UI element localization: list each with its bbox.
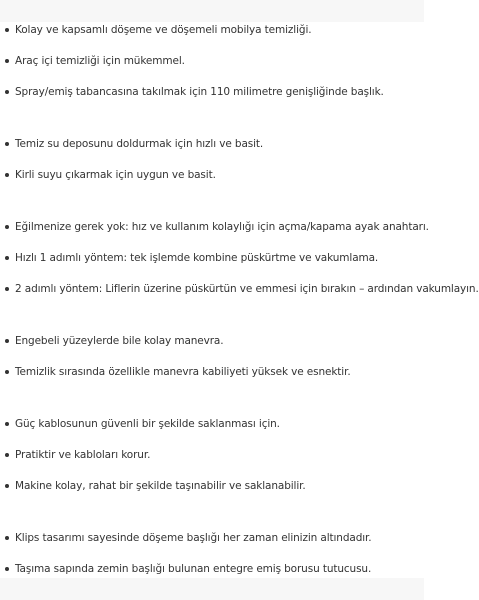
list-item-text: Kolay ve kapsamlı döşeme ve döşemeli mobilya temizliği.: [15, 24, 312, 36]
bullet-icon: [5, 370, 9, 374]
bullet-icon: [5, 28, 9, 32]
list-item: [0, 84, 424, 100]
list-item: [0, 447, 424, 463]
list-item: [0, 530, 424, 546]
bottom-background-strip: [0, 578, 424, 600]
list-item-text: Araç içi temizliği için mükemmel.: [15, 55, 185, 67]
list-item: [0, 219, 429, 235]
list-item-text: Temiz su deposunu doldurmak için hızlı ve basit.: [15, 138, 264, 150]
list-item: [0, 364, 424, 380]
list-item-text: Engebeli yüzeylerde bile kolay manevra.: [15, 335, 224, 347]
bullet-icon: [5, 142, 9, 146]
list-item: [0, 281, 479, 297]
list-item-text: Eğilmenize gerek yok: hız ve kullanım kolaylığı için açma/kapama ayak anahtarı.: [15, 221, 429, 233]
bullet-icon: [5, 453, 9, 457]
list-item: [0, 22, 424, 38]
list-item: [0, 53, 424, 69]
list-item: [0, 561, 424, 577]
bullet-icon: [5, 484, 9, 488]
list-item-text: Pratiktir ve kabloları korur.: [15, 449, 151, 461]
list-item-text: Taşıma sapında zemin başlığı bulunan entegre emiş borusu tutucusu.: [15, 563, 372, 575]
bullet-icon: [5, 225, 9, 229]
list-item-text: Hızlı 1 adımlı yöntem: tek işlemde kombine püskürtme ve vakumlama.: [15, 252, 379, 264]
bullet-icon: [5, 536, 9, 540]
list-item: [0, 478, 424, 494]
top-background-strip: [0, 0, 424, 22]
bullet-icon: [5, 173, 9, 177]
list-item: [0, 333, 424, 349]
list-item: [0, 250, 424, 266]
list-item-text: Klips tasarımı sayesinde döşeme başlığı her zaman elinizin altındadır.: [15, 532, 372, 544]
bullet-icon: [5, 90, 9, 94]
list-item: [0, 136, 424, 152]
list-item-text: 2 adımlı yöntem: Liflerin üzerine püskürtün ve emmesi için bırakın – ardından vakumlayın.: [15, 283, 479, 295]
feature-list: [0, 22, 479, 578]
list-item-text: Makine kolay, rahat bir şekilde taşınabilir ve saklanabilir.: [15, 480, 306, 492]
bullet-icon: [5, 422, 9, 426]
bullet-icon: [5, 339, 9, 343]
bullet-icon: [5, 567, 9, 571]
list-item: [0, 416, 424, 432]
bullet-icon: [5, 59, 9, 63]
bullet-icon: [5, 287, 9, 291]
bullet-icon: [5, 256, 9, 260]
list-item-text: Kirli suyu çıkarmak için uygun ve basit.: [15, 169, 216, 181]
list-item-text: Spray/emiş tabancasına takılmak için 110 milimetre genişliğinde başlık.: [15, 86, 384, 98]
list-item-text: Güç kablosunun güvenli bir şekilde saklanması için.: [15, 418, 280, 430]
list-item: [0, 167, 424, 183]
list-item-text: Temizlik sırasında özellikle manevra kabiliyeti yüksek ve esnektir.: [15, 366, 351, 378]
